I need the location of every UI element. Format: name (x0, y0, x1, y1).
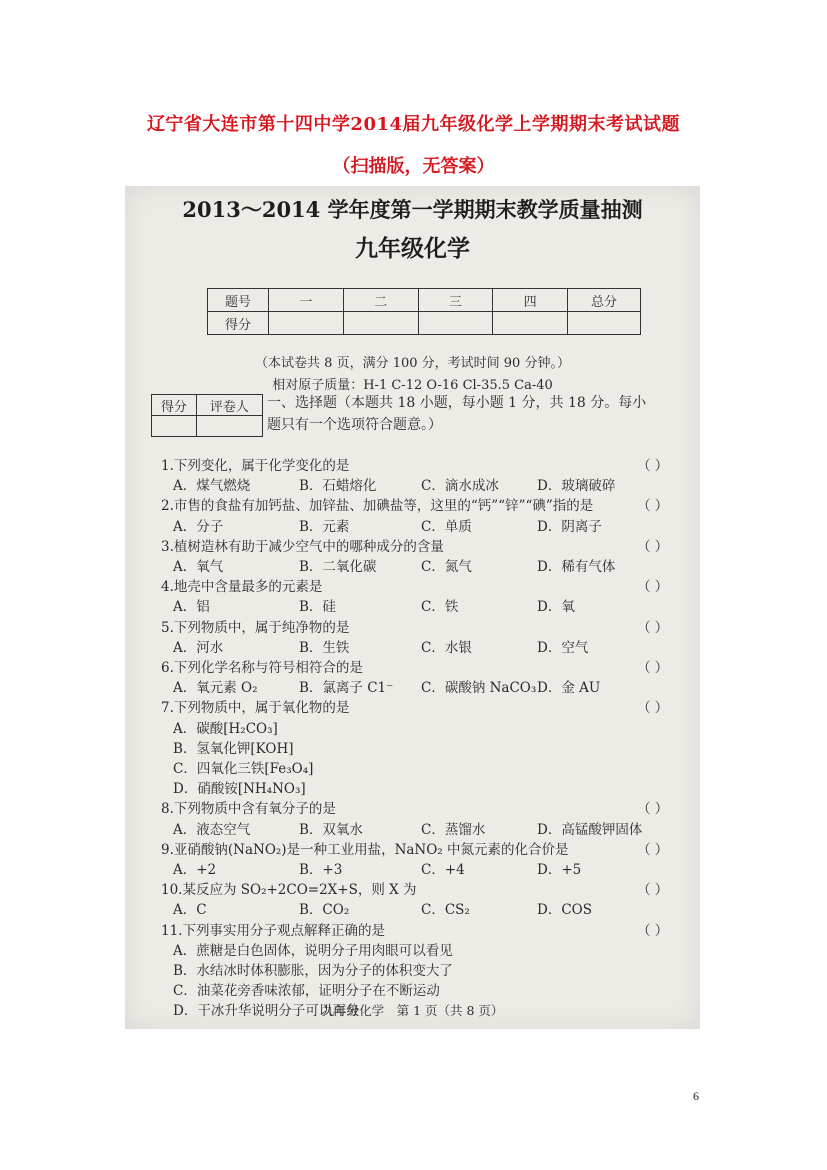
scanned-exam-page (125, 186, 700, 1029)
exam-notes: （本试卷共 8 页，满分 100 分，考试时间 90 分钟。） (255, 356, 570, 371)
question-text: 6.下列化学名称与符号相符合的是 (161, 660, 363, 676)
score-table-cell (493, 312, 568, 335)
question-option: B．生铁 (299, 639, 350, 656)
question-option: A．河水 (173, 639, 224, 656)
question-option: D．氧 (537, 599, 575, 616)
question-option: B．石蜡熔化 (299, 478, 377, 495)
answer-bracket: （ ） (637, 619, 669, 636)
question-option: D．硝酸铵[NH₄NO₃] (173, 781, 306, 798)
question-option: A．+2 (173, 862, 217, 878)
question-option: B．二氧化碳 (299, 559, 377, 575)
answer-bracket: （ ） (637, 700, 669, 717)
exam-footer: 九年级化学 第 1 页（共 8 页） (321, 1003, 504, 1018)
score-table-cell: 一 (269, 289, 344, 312)
question-option: A．碳酸[H₂CO₃] (173, 720, 278, 737)
score-table-cell (418, 312, 493, 335)
grader-table-cell: 得分 (152, 395, 197, 416)
question-option: A．氧气 (173, 559, 224, 575)
question-option: C．油菜花旁香味浓郁，证明分子在不断运动 (173, 983, 440, 1000)
exam-title: 2013～2014 学年度第一学期期末教学质量抽测 (182, 197, 643, 222)
question-option: A．蔗糖是白色固体，说明分子用肉眼可以看见 (173, 942, 453, 959)
question-text: 5.下列物质中，属于纯净物的是 (161, 619, 350, 636)
question-option: B．氯离子 C1⁻ (299, 680, 394, 697)
document-title: 辽宁省大连市第十四中学2014届九年级化学上学期期末考试试题 (146, 114, 681, 135)
score-table-cell: 总分 (568, 289, 641, 312)
section-heading: 题只有一个选项符合题意。） (267, 417, 442, 433)
grader-table-cell (152, 416, 197, 437)
question-option: D．金 AU (537, 680, 601, 697)
score-table-cell: 四 (493, 289, 568, 312)
question-text: 7.下列物质中，属于氧化物的是 (161, 700, 350, 717)
document-subtitle: （扫描版，无答案） (332, 156, 495, 177)
question-text: 4.地壳中含量最多的元素是 (161, 579, 323, 596)
question-option: D．稀有气体 (537, 559, 616, 575)
question-text: 9.亚硝酸钠(NaNO₂)是一种工业用盐，NaNO₂ 中氮元素的化合价是 (161, 841, 569, 858)
score-table-cell: 题号 (208, 289, 269, 312)
question-text: 11.下列事实用分子观点解释正确的是 (161, 922, 385, 939)
question-option: A．煤气燃烧 (173, 478, 251, 495)
grader-table-cell: 评卷人 (196, 395, 262, 416)
question-option: D．+5 (537, 862, 582, 878)
section-heading: 一、选择题（本题共 18 小题，每小题 1 分，共 18 分。每小 (267, 395, 647, 411)
question-option: C．铁 (421, 599, 459, 616)
question-option: D．空气 (537, 639, 589, 656)
answer-bracket: （ ） (637, 841, 669, 858)
question-option: A．液态空气 (173, 821, 251, 838)
question-option: A．C (173, 902, 207, 919)
question-option: D．高锰酸钾固体 (537, 821, 643, 838)
question-option: C．碳酸钠 NaCO₃ (421, 680, 537, 697)
exam-subject: 九年级化学 (355, 235, 470, 262)
question-option: C．蒸馏水 (421, 821, 486, 838)
score-table-cell (269, 312, 344, 335)
question-option: C．滴水成冰 (421, 478, 499, 495)
question-option: C．四氧化三铁[Fe₃O₄] (173, 761, 314, 777)
answer-bracket: （ ） (637, 882, 669, 899)
question-option: D．阴离子 (537, 518, 602, 535)
question-text: 10.某反应为 SO₂+2CO=2X+S，则 X 为 (161, 882, 417, 899)
question-option: C．水银 (421, 639, 472, 656)
answer-bracket: （ ） (637, 801, 669, 818)
question-option: B．硅 (299, 599, 336, 616)
question-text: 2.市售的食盐有加钙盐、加锌盐、加碘盐等，这里的“钙”“锌”“碘”指的是 (161, 498, 594, 515)
question-option: A．分子 (173, 518, 224, 535)
question-text: 1.下列变化，属于化学变化的是 (161, 458, 350, 474)
question-option: C．氮气 (421, 559, 472, 575)
question-option: D．玻璃破碎 (537, 478, 616, 495)
question-option: B．双氧水 (299, 821, 363, 838)
score-table (207, 288, 641, 335)
answer-bracket: （ ） (637, 458, 669, 474)
question-text: 3.植树造林有助于减少空气中的哪种成分的含量 (161, 538, 444, 555)
score-table-cell: 得分 (208, 312, 269, 335)
grader-table (151, 394, 263, 437)
question-option: A．铝 (173, 599, 210, 616)
question-option: B．氢氧化钾[KOH] (173, 740, 294, 757)
question-option: A．氧元素 O₂ (173, 680, 258, 697)
atomic-mass-line: 相对原子质量：H-1 C-12 O-16 Cl-35.5 Ca-40 (272, 378, 553, 393)
score-table-cell (568, 312, 641, 335)
question-option: C．+4 (421, 862, 465, 878)
answer-bracket: （ ） (637, 498, 669, 515)
question-text: 8.下列物质中含有氧分子的是 (161, 801, 336, 818)
question-option: B．CO₂ (299, 902, 350, 919)
question-option: B．水结冰时体积膨胀，因为分子的体积变大了 (173, 963, 453, 979)
page-number: 6 (693, 1089, 699, 1103)
question-option: C．CS₂ (421, 902, 470, 919)
question-option: C．单质 (421, 518, 472, 535)
answer-bracket: （ ） (637, 538, 669, 555)
question-option: B．+3 (299, 862, 343, 878)
answer-bracket: （ ） (637, 660, 669, 676)
answer-bracket: （ ） (637, 922, 669, 939)
score-table-cell (343, 312, 418, 335)
question-option: D．COS (537, 902, 592, 919)
question-option: D．干冰升华说明分子可以再分 (173, 1003, 360, 1020)
question-option: B．元素 (299, 518, 350, 535)
score-table-cell: 二 (343, 289, 418, 312)
grader-table-cell (196, 416, 262, 437)
score-table-cell: 三 (418, 289, 493, 312)
answer-bracket: （ ） (637, 579, 669, 596)
